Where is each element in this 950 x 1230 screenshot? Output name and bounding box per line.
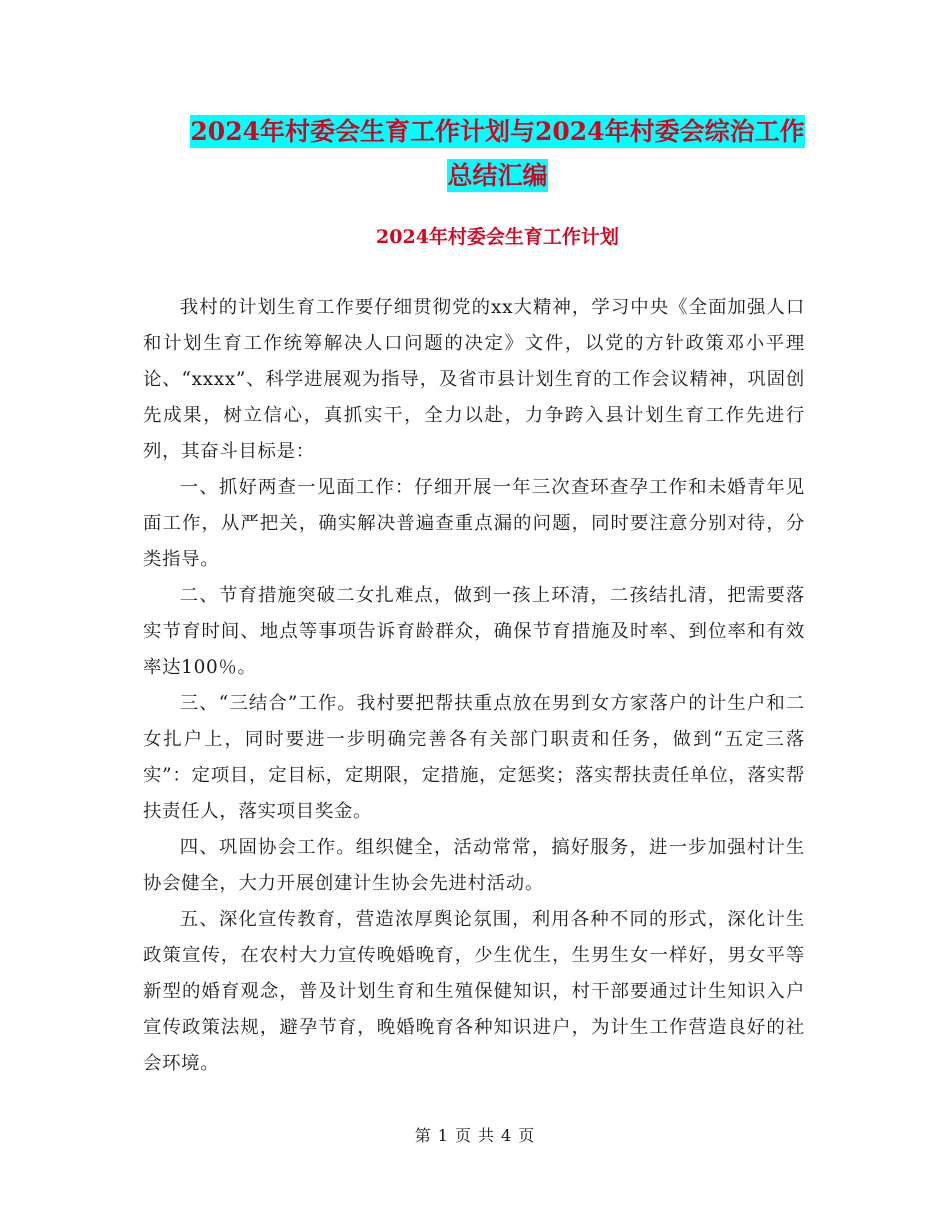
footer-middle: 页 共: [454, 1126, 496, 1145]
footer-suffix: 页: [518, 1126, 536, 1145]
paragraph-intro: 我村的计划生育工作要仔细贯彻党的xx大精神，学习中央《全面加强人口和计划生育工作统筹解决人口问题的决定》文件，以党的方针政策邓小平理论、“xxxx”、科学进展观为指导，及省市县计划生育的工作会议精神，巩固创先成果，树立信心，真抓实干，全力以赴，力争跨入县计划生育工作先进行列，其奋斗目标是：: [143, 297, 805, 462]
paragraph-item-2: 二、节育措施突破二女扎难点，做到一孩上环清，二孩结扎清，把需要落实节育时间、地点等事项告诉育龄群众，确保节育措施及时率、到位率和有效率达100％。: [143, 585, 805, 678]
document-title-line1: 2024年村委会生育工作计划与2024年村委会综治工作: [190, 117, 805, 146]
document-body: [143, 290, 805, 1082]
document-title-line2: 总结汇编: [447, 161, 548, 190]
footer-total-pages: 4: [501, 1126, 513, 1145]
paragraph-item-3: 三、“三结合”工作。我村要把帮扶重点放在男到女方家落户的计生户和二女扎户上，同时要进一步明确完善各有关部门职责和任务，做到“五定三落实”：定项目，定目标，定期限，定措施，定惩奖；落实帮扶责任单位，落实帮扶责任人，落实项目奖金。: [143, 693, 805, 822]
paragraph-item-5: 五、深化宣传教育，营造浓厚舆论氛围，利用各种不同的形式，深化计生政策宣传，在农村大力宣传晚婚晚育，少生优生，生男生女一样好，男女平等新型的婚育观念，普及计划生育和生殖保健知识，村干部要通过计生知识入户宣传政策法规，避孕节育，晚婚晚育各种知识进户，为计生工作营造良好的社会环境。: [143, 909, 805, 1074]
footer-prefix: 第: [414, 1126, 432, 1145]
document-title: [140, 110, 855, 198]
paragraph-item-1: 一、抓好两查一见面工作：仔细开展一年三次查环查孕工作和未婚青年见面工作，从严把关，确实解决普遍查重点漏的问题，同时要注意分别对待，分类指导。: [143, 477, 805, 570]
section-title: 2024年村委会生育工作计划: [376, 226, 619, 248]
paragraph-item-4: 四、巩固协会工作。组织健全，活动常常，搞好服务，进一步加强村计生协会健全，大力开展创建计生协会先进村活动。: [143, 837, 805, 894]
footer-current-page: 1: [437, 1126, 449, 1145]
page-footer: [0, 1124, 950, 1148]
